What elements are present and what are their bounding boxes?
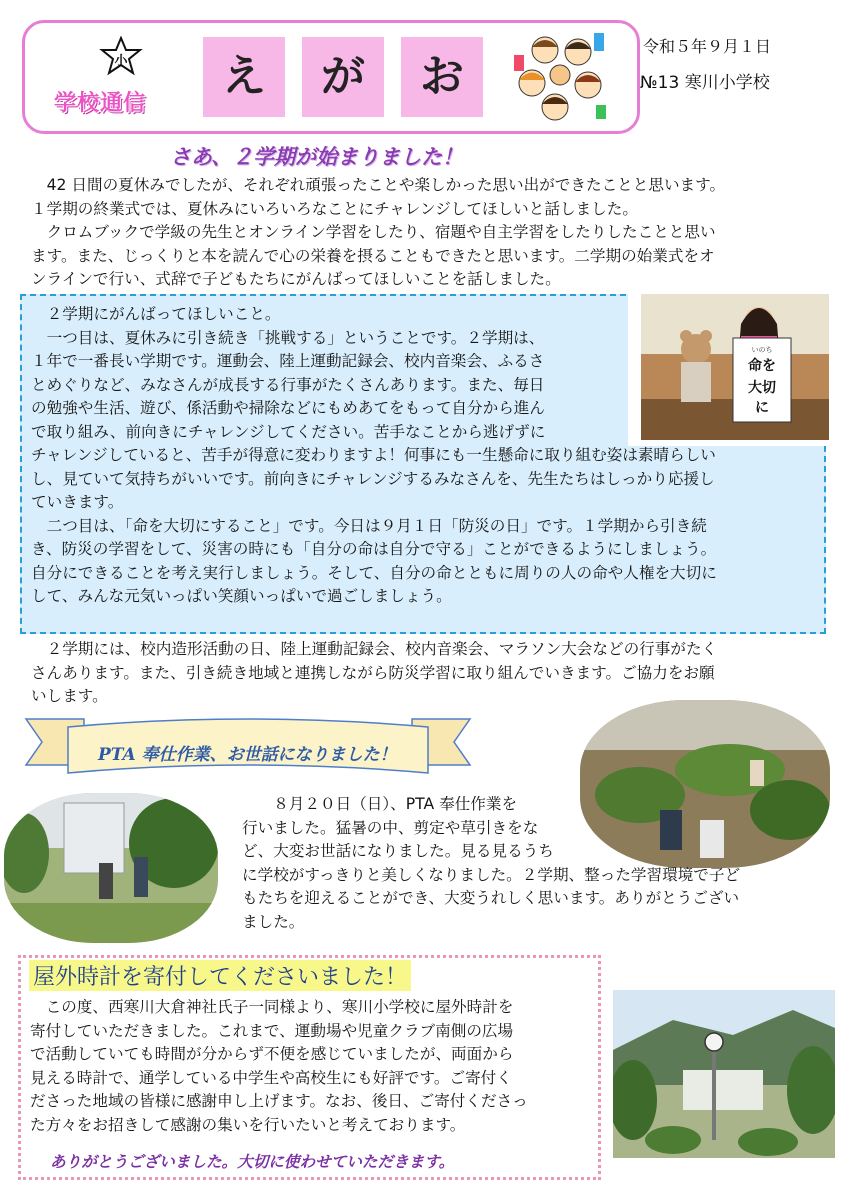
svg-text:命を: 命を — [748, 358, 776, 374]
pta-line: 行いました。猛暑の中、剪定や草引きをな — [242, 818, 539, 837]
goals-line: 一つ目は、夏休みに引き続き「挑戦する」ということです。２学期は、 — [46, 328, 545, 347]
after-box-paragraph — [31, 638, 831, 709]
title-char-3: お — [401, 37, 483, 117]
after-line: ２学期には、校内造形活動の日、陸上運動記録会、校内音楽会、マラソン大会などの行事がたく — [46, 640, 718, 658]
intro-line: クロムブックで学級の先生とオンライン学習をしたり、宿題や自主学習をしたりしたことと思い — [46, 223, 716, 241]
goals-line: して、みんな元気いっぱい笑顔いっぱいで過ごしましょう。 — [31, 587, 452, 605]
goals-line: ていきます。 — [31, 493, 124, 511]
clock-thanks: ありがとうございました。大切に使わせていただきます。 — [50, 1153, 455, 1171]
clock-line: ださった地域の皆様に感謝申し上げます。なお、後日、ご寄付くださっ — [30, 1092, 528, 1110]
goals-line: 自分にできることを考え実行しましょう。そして、自分の命とともに周りの人の命や人権を大切に — [31, 563, 717, 582]
clock-line: た方々をお招きして感謝の集いを行いたいと考えております。 — [30, 1115, 466, 1134]
goals-line: で取り組み、前向きにチャレンジしてください。苦手なことから逃げずに — [31, 422, 546, 441]
issue-date: 令和５年９月１日 — [643, 37, 772, 56]
clock-line: 寄付していただきました。これまで、運動場や児童クラブ南側の広場 — [30, 1021, 514, 1040]
intro-line: ます。また、じっくりと本を読んで心の栄養を摂ることもできたと思います。二学期の始業式をオ — [31, 246, 715, 265]
pta-line: もたちを迎えることができ、大変うれしく思います。ありがとうござい — [242, 889, 740, 907]
title-char-2: が — [302, 37, 384, 117]
svg-text:いのち: いのち — [751, 346, 773, 354]
title-char-1: え — [203, 37, 285, 117]
clock-photo — [613, 990, 835, 1158]
goals-line: し、見ていて気持ちがいいです。前向きにチャレンジするみなさんを、先生たちはしっかり応援し — [31, 469, 715, 488]
after-line: さんあります。また、引き続き地域と連携しながら防災学習に取り組んでいきます。ご協力をお願 — [31, 663, 715, 682]
intro-line: 42 日間の夏休みでしたが、それぞれ頑張ったことや楽しかった思い出ができたことと思います。 — [46, 176, 726, 194]
clock-heading: 屋外時計を寄付してくださいました！ — [29, 960, 411, 991]
newsletter-label: 学校通信 — [54, 91, 147, 116]
goals-line: ２学期にがんばってほしいこと。 — [46, 305, 281, 323]
intro-line: １学期の終業式では、夏休みにいろいろなことにチャレンジしてほしいと話しました。 — [31, 199, 638, 218]
goals-line: 二つ目は、「命を大切にすること」です。今日は９月１日「防災の日」です。１学期から引き続 — [46, 516, 707, 535]
svg-text:大切: 大切 — [748, 380, 776, 396]
goals-line: とめぐりなど、みなさんが成長する行事がたくさんあります。また、毎日 — [31, 375, 545, 394]
clock-line: で活動していても時間が分からず不便を感じていましたが、両面から — [30, 1045, 514, 1063]
svg-text:に: に — [755, 400, 769, 416]
goals-line: き、防災の学習をして、災害の時にも「自分の命は自分で守る」ことができるようにしましょう。 — [31, 540, 717, 558]
pta-line: に学校がすっきりと美しくなりました。２学期、整った学習環境で子ど — [242, 865, 741, 884]
goals-line: １年で一番長い学期です。運動会、陸上運動記録会、校内音楽会、ふるさ — [31, 352, 545, 370]
issue-number: №13 寒川小学校 — [640, 73, 770, 93]
pta-line: ８月２０日（日）、PTA 奉仕作業を — [273, 795, 518, 813]
children-illustration — [510, 25, 610, 125]
school-emblem-icon — [98, 36, 144, 82]
after-line: いします。 — [31, 687, 108, 705]
pta-banner-title: PTA 奉仕作業、お世話になりました！ — [98, 745, 397, 765]
pta-trees-photo — [4, 793, 218, 943]
intro-paragraph — [31, 174, 831, 292]
clock-line: この度、西寒川大倉神社氏子一同様より、寒川小学校に屋外時計を — [45, 998, 514, 1016]
goals-line: の勉強や生活、遊び、係活動や掃除などにもめあてをもって自分から進ん — [31, 399, 545, 417]
pta-line: ど、大変お世話になりました。見る見るうち — [242, 842, 554, 860]
intro-line: ンラインで行い、式辞で子どもたちにがんばってほしいことを話しました。 — [31, 270, 561, 288]
pta-paragraph — [242, 793, 832, 934]
goals-line: チャレンジしていると、苦手が得意に変わりますよ！何事にも一生懸命に取り組む姿は素晴らしい — [31, 446, 716, 464]
goals-text — [31, 303, 831, 609]
svg-text:小: 小 — [114, 54, 128, 69]
clock-line: 見える時計で、通学している中学生や高校生にも好評です。ご寄付く — [30, 1068, 512, 1087]
main-headline: さあ、２学期が始まりました！ — [170, 145, 464, 169]
clock-paragraph — [30, 996, 595, 1137]
pta-line: ました。 — [242, 912, 305, 931]
